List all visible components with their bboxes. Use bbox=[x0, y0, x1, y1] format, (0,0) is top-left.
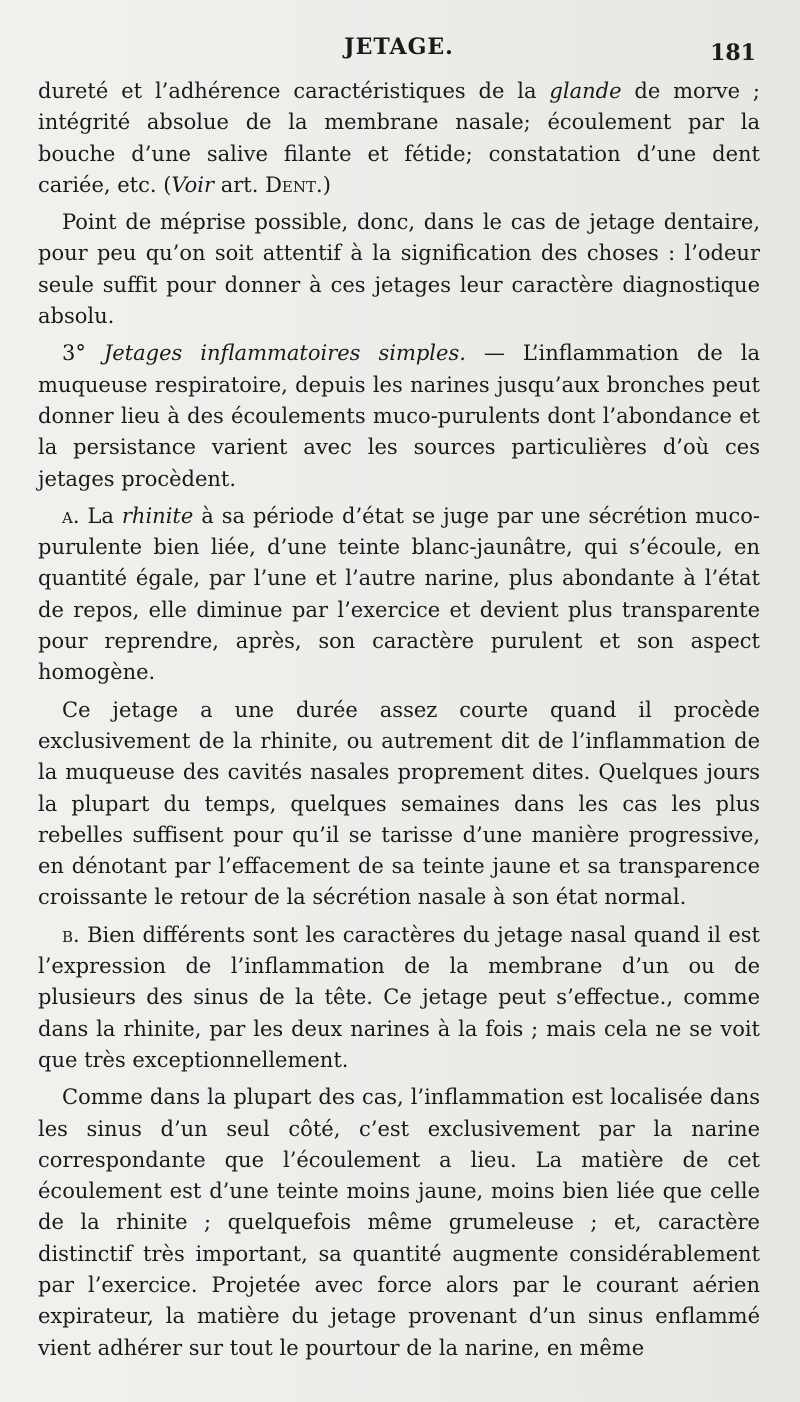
page-number: 181 bbox=[710, 40, 756, 66]
paragraph-1-text-a: dureté et l’adhérence caractéristiques de la bbox=[38, 79, 550, 103]
paragraph-1 bbox=[38, 76, 760, 201]
paragraph-4 bbox=[38, 501, 760, 689]
paragraph-6-text: Bien différents sont les caractères du jetage nasal quand il est l’expression de l’inflammation de la membrane d’un ou de plusieurs des sinus de la tête. Ce jetage peut s’effectue., comme dans la rhinite, par les deux narines à la fois ; mais cela ne se voit que très exceptionnellement. bbox=[38, 922, 760, 1072]
section-number: 3° bbox=[62, 341, 104, 366]
paragraph-1-text-c: art. bbox=[214, 172, 266, 197]
subsection-label-b: b. bbox=[62, 922, 80, 947]
paragraph-1-text-d: .) bbox=[316, 172, 331, 197]
paragraph-6 bbox=[38, 920, 760, 1076]
section-heading: Jetages inflammatoires simples. bbox=[103, 341, 466, 366]
paragraph-1-text-b: de morve ; intégrité absolue de la membrane nasale; écoulement par la bouche d’une salive filante et fétide; constatation d’une dent cariée, etc. ( bbox=[38, 79, 760, 197]
paragraph-3-text: — L’inflammation de la muqueuse respiratoire, depuis les narines jusqu’aux bronches peut donner lieu à des écoulements muco-purulents dont l’abondance et la persistance varient avec les sources particulières d’où ces jetages procèdent. bbox=[38, 341, 760, 491]
paragraph-1-italic-glande: glande bbox=[549, 79, 622, 103]
paragraph-1-italic-voir: Voir bbox=[171, 172, 215, 197]
paragraph-4-text: à sa période d’état se juge par une sécrétion muco-purulente bien liée, d’une teinte blanc-jaunâtre, qui s’écoule, en quantité égale, par l’une et l’autre narine, plus abondante à l’état de repos, elle diminue par l’exercice et devient plus transparente pour reprendre, après, son caractère purulent et son aspect homogène. bbox=[38, 503, 760, 685]
paragraph-7: Comme dans la plupart des cas, l’inflammation est localisée dans les sinus d’un seul côté, c’est exclusivement par la narine correspondante que l’écoulement a lieu. La matière de cet écoulement est d’une teinte moins jaune, moins bien liée que celle de la rhinite ; quelquefois même grumeleuse ; et, caractère distinctif très important, sa quantité augmente considérablement par l’exercice. Projetée avec force alors par le courant aérien expirateur, la matière du jetage provenant d’un sinus enflammé vient adhérer sur tout le pourtour de la narine, en même bbox=[38, 1085, 760, 1360]
paragraph-4-pre: La bbox=[79, 503, 122, 528]
paragraph-4-italic-rhinite: rhinite bbox=[121, 503, 194, 528]
paragraph-2: Point de méprise possible, donc, dans le cas de jetage dentaire, pour peu qu’on soit attentif à la signification des choses : l’odeur seule suffit pour donner à ces jetages leur caractère diagnostique absolu. bbox=[38, 210, 760, 329]
page-header bbox=[38, 34, 760, 74]
subsection-label-a: a. bbox=[62, 503, 80, 528]
paragraph-3 bbox=[38, 338, 760, 494]
running-title: JETAGE. bbox=[344, 34, 454, 60]
paragraph-5: Ce jetage a une durée assez courte quand il procède exclusivement de la rhinite, ou autrement dit de l’inflammation de la muqueuse des cavités nasales proprement dites. Quelques jours la plupart du temps, quelques semaines dans les cas les plus rebelles suffisent pour qu’il se tarisse d’une manière progressive, en dénotant par l’effacement de sa teinte jaune et sa transparence croissante le retour de la sécrétion nasale à son état normal. bbox=[38, 697, 760, 910]
paragraph-1-smallcaps-dent: Dent bbox=[265, 172, 317, 197]
page-body bbox=[38, 76, 760, 1364]
